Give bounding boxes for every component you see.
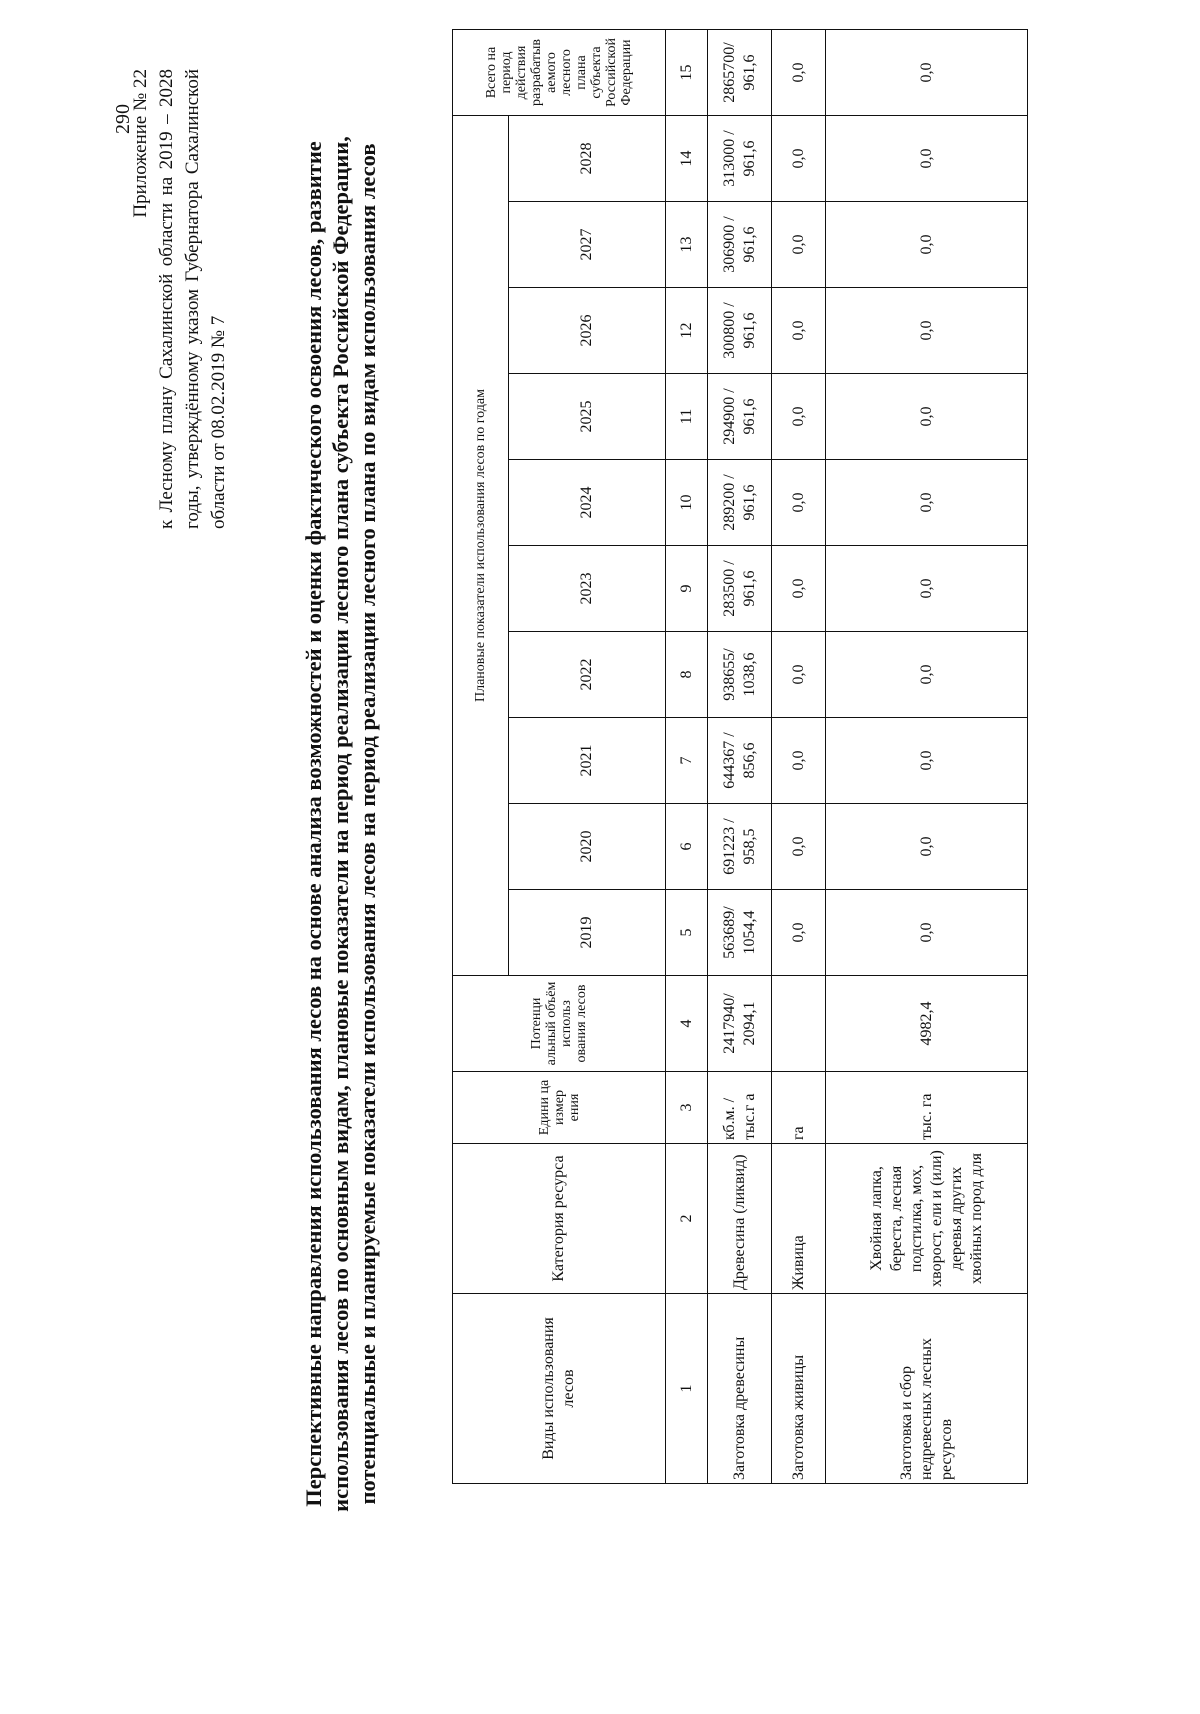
cell-year-value: 313000 / 961,6: [708, 116, 772, 202]
page-number: 290: [112, 104, 134, 134]
cell-total: 0,0: [772, 30, 826, 116]
header-year: 2026: [509, 288, 666, 374]
cell-year-value: 0,0: [772, 288, 826, 374]
column-number: 15: [666, 30, 708, 116]
header-year: 2019: [509, 890, 666, 976]
cell-use-type: Заготовка живицы: [772, 1294, 826, 1484]
cell-year-value: 691223 / 958,5: [708, 804, 772, 890]
column-number: 6: [666, 804, 708, 890]
column-number: 14: [666, 116, 708, 202]
cell-year-value: 306900 / 961,6: [708, 202, 772, 288]
appendix-note: [128, 69, 232, 529]
cell-year-value: 0,0: [826, 288, 1028, 374]
table-row: [708, 30, 772, 1484]
header-unit: Едини ца измер ения: [453, 1072, 666, 1144]
cell-unit: тыс. га: [826, 1072, 1028, 1144]
cell-potential: [772, 976, 826, 1072]
cell-year-value: 289200 / 961,6: [708, 460, 772, 546]
cell-potential: 2417940/ 2094,1: [708, 976, 772, 1072]
cell-category: Хвойная лапка, береста, лесная подстилка, мох, хворост, ели и (или) деревья других хвойных пород для: [826, 1144, 1028, 1294]
header-year: 2022: [509, 632, 666, 718]
cell-use-type: Заготовка древесины: [708, 1294, 772, 1484]
cell-year-value: 0,0: [772, 202, 826, 288]
cell-year-value: 0,0: [826, 718, 1028, 804]
column-number: 12: [666, 288, 708, 374]
cell-year-value: 0,0: [772, 804, 826, 890]
column-number: 13: [666, 202, 708, 288]
header-use-type: Виды использования лесов: [453, 1294, 666, 1484]
header-year: 2028: [509, 116, 666, 202]
cell-year-value: 563689/ 1054,4: [708, 890, 772, 976]
column-number: 7: [666, 718, 708, 804]
table-row: [772, 30, 826, 1484]
cell-year-value: 938655/ 1038,6: [708, 632, 772, 718]
cell-year-value: 0,0: [826, 632, 1028, 718]
cell-potential: 4982,4: [826, 976, 1028, 1072]
column-number: 9: [666, 546, 708, 632]
cell-total: 0,0: [826, 30, 1028, 116]
column-number: 3: [666, 1072, 708, 1144]
header-category: Категория ресурса: [453, 1144, 666, 1294]
cell-year-value: 0,0: [826, 374, 1028, 460]
cell-year-value: 0,0: [826, 202, 1028, 288]
cell-total: 2865700/ 961,6: [708, 30, 772, 116]
header-year: 2021: [509, 718, 666, 804]
cell-year-value: 0,0: [772, 116, 826, 202]
cell-category: Древесина (ликвид): [708, 1144, 772, 1294]
column-number: 2: [666, 1144, 708, 1294]
column-number: 8: [666, 632, 708, 718]
cell-year-value: 0,0: [826, 890, 1028, 976]
cell-year-value: 0,0: [772, 718, 826, 804]
document-title: Перспективные направления использования лесов на основе анализа возможностей и оценки фактического освоения лесов, развитие использования лесов по основным видам, плановые показатели на период реализации лесного плана субъекта Российской Федерации, потенциальные и планируемые показатели использования лесов на период реализации лесного плана по видам использования лесов: [301, 136, 380, 1512]
column-number: 10: [666, 460, 708, 546]
appendix-title: Приложение № 22: [130, 69, 151, 218]
cell-use-type: Заготовка и сбор недревесных лесных ресурсов: [826, 1294, 1028, 1484]
header-year: 2020: [509, 804, 666, 890]
header-year: 2027: [509, 202, 666, 288]
cell-unit: га: [772, 1072, 826, 1144]
column-number: 4: [666, 976, 708, 1072]
header-year: 2025: [509, 374, 666, 460]
column-number: 11: [666, 374, 708, 460]
cell-year-value: 0,0: [826, 460, 1028, 546]
cell-year-value: 644367 / 856,6: [708, 718, 772, 804]
cell-year-value: 0,0: [772, 546, 826, 632]
cell-year-value: 0,0: [826, 804, 1028, 890]
cell-year-value: 0,0: [826, 546, 1028, 632]
appendix-text: к Лесному плану Сахалинской области на 2019 – 2028 годы, утверждённому указом Губернатора Сахалинской области от 08.02.2019 № 7: [156, 69, 229, 529]
cell-unit: кб.м. /тыс.г а: [708, 1072, 772, 1144]
cell-year-value: 0,0: [772, 460, 826, 546]
cell-year-value: 300800 / 961,6: [708, 288, 772, 374]
header-year: 2023: [509, 546, 666, 632]
cell-year-value: 0,0: [826, 116, 1028, 202]
cell-year-value: 294900 / 961,6: [708, 374, 772, 460]
column-number: 1: [666, 1294, 708, 1484]
cell-category: Живица: [772, 1144, 826, 1294]
header-potential: Потенци альный объём использ ования лесов: [453, 976, 666, 1072]
table-row: [826, 30, 1028, 1484]
cell-year-value: 0,0: [772, 890, 826, 976]
header-year: 2024: [509, 460, 666, 546]
cell-year-value: 0,0: [772, 632, 826, 718]
column-number: 5: [666, 890, 708, 976]
forest-use-table: [452, 29, 1028, 1484]
header-total: Всего на период действия разрабатыв аемого лесного плана субъекта Российской Федерации: [453, 30, 666, 116]
cell-year-value: 0,0: [772, 374, 826, 460]
header-plan-group: Плановые показатели использования лесов по годам: [453, 116, 509, 976]
cell-year-value: 283500 / 961,6: [708, 546, 772, 632]
